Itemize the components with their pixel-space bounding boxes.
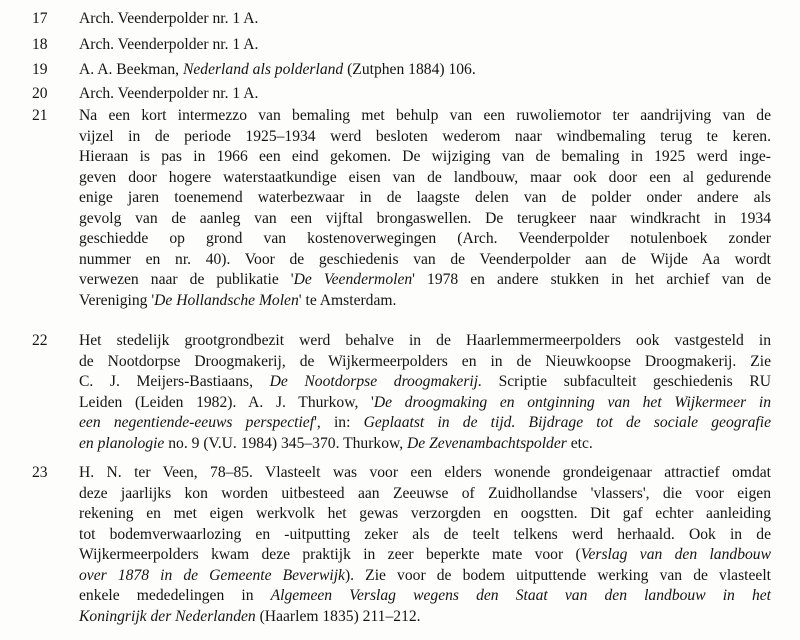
text-run: C. J. Meijers-Bastiaans, bbox=[79, 373, 270, 390]
text-run: Leiden (Leiden 1982). A. J. Thurkow, ' bbox=[79, 393, 374, 411]
italic-title: Geplaatst in de tijd. Bijdrage tot de sociale geografie bbox=[363, 414, 771, 431]
text-line bbox=[79, 372, 771, 393]
footnote-text bbox=[79, 35, 771, 56]
text-run: enige jaren toenemend waterbezwaar in de laagste delen van de polder onder andere als bbox=[79, 189, 771, 206]
text-line bbox=[79, 209, 771, 230]
text-line bbox=[79, 35, 771, 56]
italic-title: Verslag van den landbouw bbox=[580, 546, 771, 563]
text-line bbox=[79, 106, 771, 127]
text-run: Arch. Veenderpolder nr. 1 A. bbox=[79, 36, 259, 53]
text-line bbox=[79, 434, 771, 455]
italic-title: Nederland als polderland bbox=[182, 61, 344, 78]
text-line bbox=[79, 291, 771, 312]
text-run: nummer en nr. 40). Voor de geschiedenis van de Veenderpolder aan de Wijde Aa wordt bbox=[79, 250, 771, 268]
text-run: tot bodemverwaarlozing en -uitputting zeker als de teelt telkens werd herhaald. Ook in de bbox=[79, 525, 771, 543]
footnote-number: 22 bbox=[32, 332, 48, 349]
text-run: de Nootdorpse Droogmakerij, de Wijkermeerpolders en in de Nieuwkoopse Droogmakerij. Zie bbox=[79, 352, 771, 370]
text-line bbox=[79, 168, 771, 189]
footnote-text bbox=[79, 106, 771, 311]
text-run: vijzel in de periode 1925–1934 werd besloten wederom naar windbemaling terug te keren. bbox=[79, 127, 771, 145]
italic-title: De Veendermolen bbox=[293, 271, 413, 288]
text-run: Arch. Veenderpolder nr. 1 A. bbox=[79, 10, 259, 27]
text-run: Na een kort intermezzo van bemaling met behulp van een ruwoliemotor ter aandrijving van de bbox=[79, 107, 771, 124]
text-line bbox=[79, 270, 771, 291]
footnote-number: 18 bbox=[32, 36, 48, 53]
italic-title: De Zevenambachtspolder bbox=[407, 434, 567, 452]
italic-title: over 1878 in de Gemeente Beverwijk bbox=[79, 566, 345, 584]
footnote-number: 21 bbox=[32, 107, 48, 124]
text-line bbox=[79, 393, 771, 414]
text-line bbox=[79, 352, 771, 373]
text-run: Vereniging ' bbox=[79, 291, 155, 309]
italic-title: De droogmaking en ontginning van het Wijkermeer in bbox=[373, 393, 771, 411]
footnote-text bbox=[79, 9, 771, 30]
text-run: etc. bbox=[566, 434, 593, 452]
italic-title: Koningrijk der Nederlanden bbox=[79, 607, 256, 625]
text-line bbox=[79, 127, 771, 148]
footnote-number: 19 bbox=[32, 61, 48, 78]
text-run: gevolg van de aanleg van een vijftal brongaswellen. De terugkeer naar windkracht in 1934 bbox=[79, 209, 771, 227]
text-line bbox=[79, 229, 771, 250]
text-run: no. 9 (V.U. 1984) 345–370. Thurkow, bbox=[164, 434, 408, 452]
footnote-text bbox=[79, 84, 771, 105]
text-line bbox=[79, 545, 771, 566]
text-run: ). Zie voor de bodem uitputtende werking van de vlasteelt bbox=[344, 566, 771, 584]
text-run: A. A. Beekman, bbox=[79, 61, 183, 78]
italic-title: Algemeen Verslag wegens den Staat van den landbouw in het bbox=[270, 587, 772, 604]
italic-title: De Nootdorpse droogmakerij. bbox=[269, 373, 482, 390]
footnote-text bbox=[79, 331, 771, 454]
text-run: geschiedde op grond van kostenoverwegingen (Arch. Veenderpolder notulenboek zonder bbox=[79, 230, 771, 247]
text-line bbox=[79, 147, 771, 168]
text-run: Arch. Veenderpolder nr. 1 A. bbox=[79, 85, 259, 102]
text-line bbox=[79, 484, 771, 505]
italic-title: De Hollandsche Molen bbox=[154, 291, 299, 309]
text-run: Scriptie subfaculteit geschiedenis RU bbox=[481, 373, 772, 390]
text-line bbox=[79, 413, 771, 434]
text-run: enkele mededelingen in bbox=[79, 587, 271, 604]
text-run: Wijkermeerpolders kwam deze praktijk in zeer beperkte mate voor ( bbox=[79, 546, 581, 563]
italic-title: een negentiende-eeuws perspectief bbox=[79, 414, 315, 431]
text-line bbox=[79, 250, 771, 271]
italic-title: en planologie bbox=[79, 434, 165, 452]
text-line bbox=[79, 504, 771, 525]
text-line bbox=[79, 9, 771, 30]
text-run: ' 1978 en andere stukken in het archief van de bbox=[412, 271, 771, 288]
text-run: (Zutphen 1884) 106. bbox=[343, 61, 476, 78]
text-line bbox=[79, 463, 771, 484]
text-line bbox=[79, 525, 771, 546]
text-run: geven door hogere waterstaatkundige eisen van de landbouw, maar ook door een al gedurende bbox=[79, 168, 771, 186]
text-line bbox=[79, 607, 771, 628]
footnote-number: 20 bbox=[32, 85, 48, 102]
text-run: ' te Amsterdam. bbox=[298, 291, 397, 309]
text-line bbox=[79, 188, 771, 209]
text-line bbox=[79, 566, 771, 587]
text-run: H. N. ter Veen, 78–85. Vlasteelt was voor een elders wonende grondeigenaar attractief omdat bbox=[79, 464, 771, 481]
text-run: (Haarlem 1835) 211–212. bbox=[255, 607, 421, 625]
footnote-number: 23 bbox=[32, 464, 48, 481]
text-line bbox=[79, 60, 771, 81]
text-line bbox=[79, 586, 771, 607]
text-run: verwezen naar de publikatie ' bbox=[79, 271, 294, 288]
text-run: rekening en met eigen werkvolk het gewas verzorgden en oogstten. Dit gaf echter aanleiding bbox=[79, 505, 771, 522]
text-line bbox=[79, 331, 771, 352]
footnote-number: 17 bbox=[32, 10, 48, 27]
text-run: Hieraan is pas in 1966 een eind gekomen. De wijziging van de bemaling in 1925 werd inge- bbox=[79, 148, 771, 165]
text-line bbox=[79, 84, 771, 105]
text-run: Het stedelijk grootgrondbezit werd behalve in de Haarlemmermeerpolders ook vastgesteld in bbox=[79, 332, 771, 349]
text-run: deze jaarlijks kon worden uitbesteed aan Zeeuwse of Zuidhollandse 'vlassers', die voor eigen bbox=[79, 484, 771, 502]
text-run: ', in: bbox=[314, 414, 364, 431]
footnote-text bbox=[79, 463, 771, 627]
footnote-text bbox=[79, 60, 771, 81]
